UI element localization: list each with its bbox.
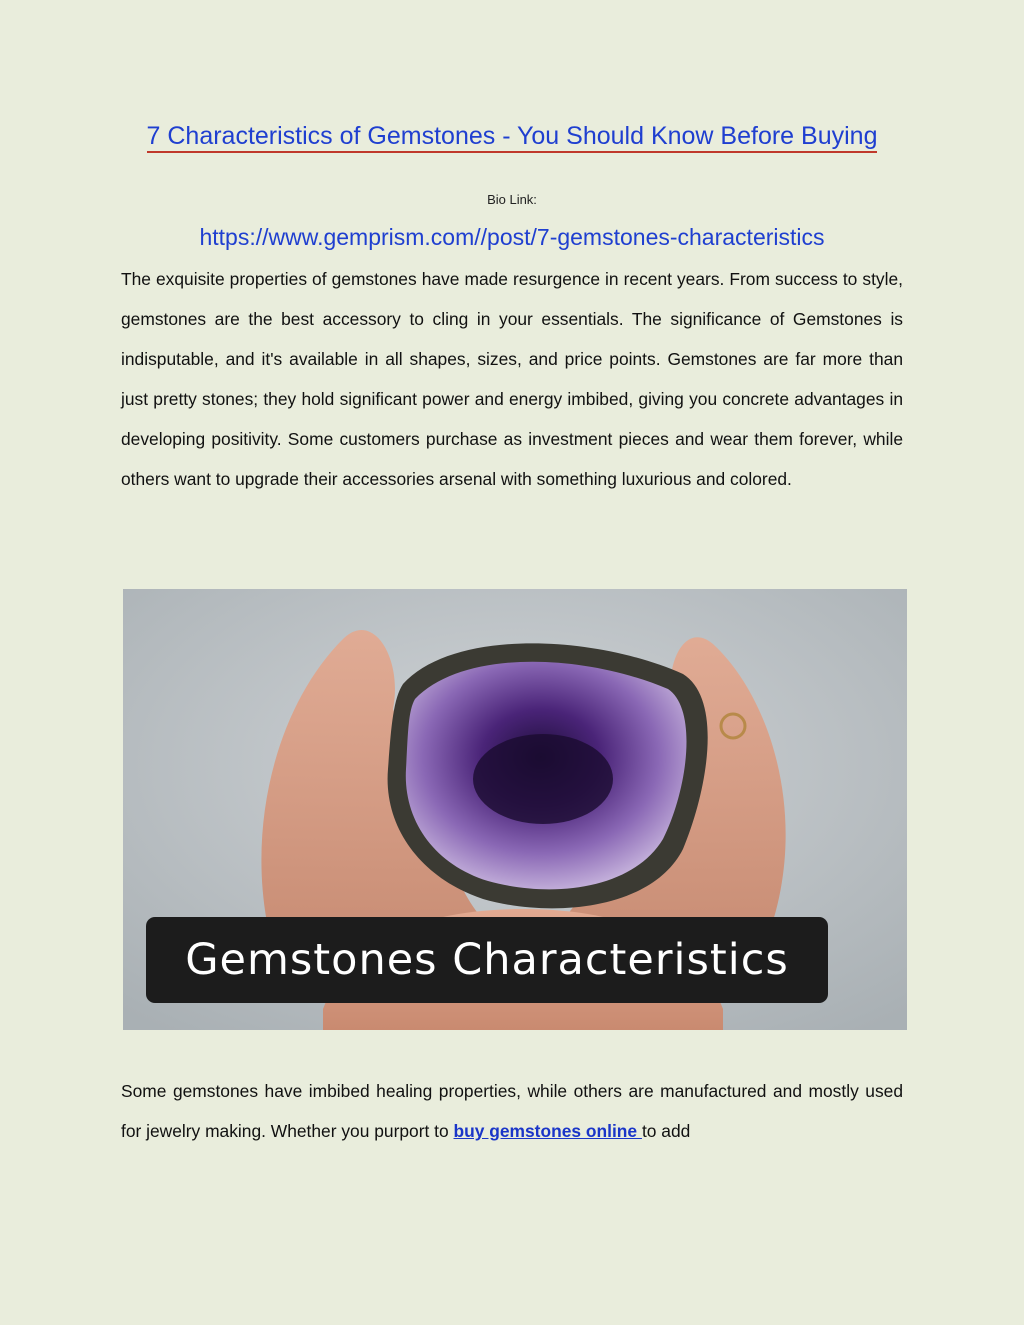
intro-paragraph: The exquisite properties of gemstones have made resurgence in recent years. From success to style, gemstones are the best accessory to cling in your essentials. The significance of Gemstones is indisputable, and it's available in all shapes, sizes, and price points. Gemstones are far more than just pretty stones; they hold significant power and energy imbibed, giving you concrete advantages in developing positivity. Some customers purchase as investment pieces and wear them forever, while others want to upgrade their accessories arsenal with something luxurious and colored. — [121, 269, 903, 489]
buy-gemstones-online-link[interactable]: buy gemstones online — [453, 1121, 642, 1141]
second-paragraph-text: Some gemstones have imbibed healing properties, while others are manufactured and mostly used for jewelry making. Whether you purport to — [121, 1081, 903, 1141]
bio-link-label: Bio Link: — [487, 192, 537, 207]
title-link[interactable]: 7 Characteristics of Gemstones - You Should Know Before Buying — [147, 122, 878, 153]
second-paragraph-tail: to add — [641, 1121, 691, 1141]
bio-url-link[interactable]: https://www.gemprism.com//post/7-gemstones-characteristics — [199, 224, 825, 250]
page-title[interactable] — [0, 118, 1024, 154]
image-banner: Gemstones Characteristics — [146, 917, 828, 1003]
second-paragraph — [121, 1071, 903, 1151]
gemstone-hero-image — [123, 589, 907, 1030]
